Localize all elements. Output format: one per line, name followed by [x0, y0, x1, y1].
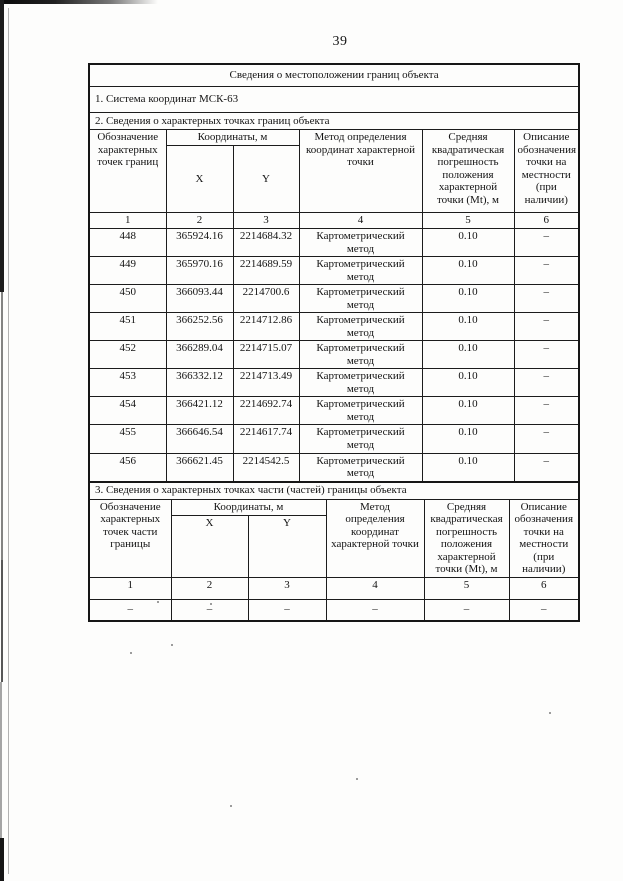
table-row	[89, 369, 579, 397]
column-number: 1	[89, 213, 166, 229]
error-cell: 0.10	[422, 453, 514, 482]
point-id-cell: 455	[89, 425, 166, 453]
coord-y-cell: 2214715.07	[233, 341, 299, 369]
scan-speckle	[230, 805, 232, 807]
method-cell: Картометрический метод	[299, 313, 422, 341]
description-cell: –	[514, 397, 579, 425]
error-cell: 0.10	[422, 257, 514, 285]
method-cell: Картометрический метод	[299, 425, 422, 453]
coord-y-cell: 2214684.32	[233, 229, 299, 257]
header-error: Средняя квадратическая погрешность положения характерной точки (Mt), м	[422, 130, 514, 213]
table-row	[89, 453, 579, 482]
header-x: X	[171, 515, 248, 577]
header-y: Y	[248, 515, 326, 577]
scan-artifact-left-bar	[0, 682, 2, 838]
boundary-points-table	[88, 63, 580, 483]
column-number: 2	[171, 577, 248, 599]
column-number: 1	[89, 577, 171, 599]
coord-y-cell: 2214689.59	[233, 257, 299, 285]
column-number: 5	[424, 577, 509, 599]
scan-speckle	[171, 644, 173, 646]
point-id-cell: 449	[89, 257, 166, 285]
description-cell: –	[514, 425, 579, 453]
coord-y-cell: 2214692.74	[233, 397, 299, 425]
column-number: 3	[248, 577, 326, 599]
error-cell: 0.10	[422, 341, 514, 369]
coord-x-cell: 365924.16	[166, 229, 233, 257]
error-cell: 0.10	[422, 397, 514, 425]
table-row	[89, 341, 579, 369]
coord-y-cell: –	[248, 599, 326, 621]
error-cell: 0.10	[422, 369, 514, 397]
method-cell: –	[326, 599, 424, 621]
boundary-tables-block	[88, 63, 578, 622]
coord-y-cell: 2214712.86	[233, 313, 299, 341]
point-id-cell: 453	[89, 369, 166, 397]
method-cell: Картометрический метод	[299, 285, 422, 313]
error-cell: 0.10	[422, 425, 514, 453]
error-cell: 0.10	[422, 313, 514, 341]
table-row	[89, 229, 579, 257]
method-cell: Картометрический метод	[299, 229, 422, 257]
header-error: Средняя квадратическая погрешность положения характерной точки (Mt), м	[424, 499, 509, 577]
method-cell: Картометрический метод	[299, 369, 422, 397]
table-row	[89, 425, 579, 453]
table-row	[89, 313, 579, 341]
description-cell: –	[514, 285, 579, 313]
scan-artifact-left-bar	[1, 292, 3, 560]
header-method: Метод определения координат характерной точки	[299, 130, 422, 213]
description-cell: –	[514, 313, 579, 341]
point-id-cell: 452	[89, 341, 166, 369]
scan-artifact-left-bar	[1, 560, 3, 682]
description-cell: –	[514, 369, 579, 397]
coord-x-cell: –	[171, 599, 248, 621]
section-3-heading: 3. Сведения о характерных точках части (частей) границы объекта	[89, 482, 579, 500]
column-number: 5	[422, 213, 514, 229]
header-method: Метод определения координат характерной точки	[326, 499, 424, 577]
scan-artifact-top-streak	[0, 0, 158, 4]
scan-page-edge-line	[8, 8, 9, 874]
header-point-designation: Обозначение характерных точек границ	[89, 130, 166, 213]
boundary-part-points-table	[88, 481, 580, 622]
header-description: Описание обозначения точки на местности (при наличии)	[509, 499, 579, 577]
error-cell: 0.10	[422, 285, 514, 313]
point-id-cell: 451	[89, 313, 166, 341]
table-row	[89, 257, 579, 285]
page-number: 39	[332, 34, 348, 49]
header-y: Y	[233, 146, 299, 213]
column-number: 4	[326, 577, 424, 599]
description-cell: –	[514, 257, 579, 285]
coord-x-cell: 366621.45	[166, 453, 233, 482]
method-cell: Картометрический метод	[299, 341, 422, 369]
point-id-cell: 450	[89, 285, 166, 313]
method-cell: Картометрический метод	[299, 453, 422, 482]
coord-y-cell: 2214700.6	[233, 285, 299, 313]
error-cell: 0.10	[422, 229, 514, 257]
column-number: 3	[233, 213, 299, 229]
table-row	[89, 285, 579, 313]
table-row	[89, 397, 579, 425]
coord-x-cell: 365970.16	[166, 257, 233, 285]
coord-x-cell: 366646.54	[166, 425, 233, 453]
coord-y-cell: 2214617.74	[233, 425, 299, 453]
scan-speckle	[356, 778, 358, 780]
point-id-cell: –	[89, 599, 171, 621]
header-point-designation: Обозначение характерных точек части границы	[89, 499, 171, 577]
section-2-heading: 2. Сведения о характерных точках границ объекта	[89, 113, 579, 130]
method-cell: Картометрический метод	[299, 397, 422, 425]
coord-x-cell: 366252.56	[166, 313, 233, 341]
scan-speckle	[549, 712, 551, 714]
coord-x-cell: 366332.12	[166, 369, 233, 397]
coord-y-cell: 2214713.49	[233, 369, 299, 397]
scan-speckle	[130, 652, 132, 654]
header-coordinates: Координаты, м	[166, 130, 299, 146]
coordinate-system-row: 1. Система координат МСК-63	[89, 87, 579, 113]
error-cell: –	[424, 599, 509, 621]
description-cell: –	[514, 341, 579, 369]
coord-x-cell: 366093.44	[166, 285, 233, 313]
coord-x-cell: 366289.04	[166, 341, 233, 369]
description-cell: –	[514, 229, 579, 257]
point-id-cell: 454	[89, 397, 166, 425]
coord-y-cell: 2214542.5	[233, 453, 299, 482]
table-title: Сведения о местоположении границ объекта	[89, 64, 579, 87]
description-cell: –	[514, 453, 579, 482]
table-row	[89, 599, 579, 621]
description-cell: –	[509, 599, 579, 621]
column-number: 2	[166, 213, 233, 229]
point-id-cell: 448	[89, 229, 166, 257]
scan-artifact-left-bar	[0, 838, 4, 881]
method-cell: Картометрический метод	[299, 257, 422, 285]
header-x: X	[166, 146, 233, 213]
coord-x-cell: 366421.12	[166, 397, 233, 425]
point-id-cell: 456	[89, 453, 166, 482]
header-description: Описание обозначения точки на местности (при наличии)	[514, 130, 579, 213]
scan-artifact-left-bar	[0, 0, 4, 292]
column-number: 4	[299, 213, 422, 229]
header-coordinates: Координаты, м	[171, 499, 326, 515]
column-number: 6	[509, 577, 579, 599]
column-number: 6	[514, 213, 579, 229]
